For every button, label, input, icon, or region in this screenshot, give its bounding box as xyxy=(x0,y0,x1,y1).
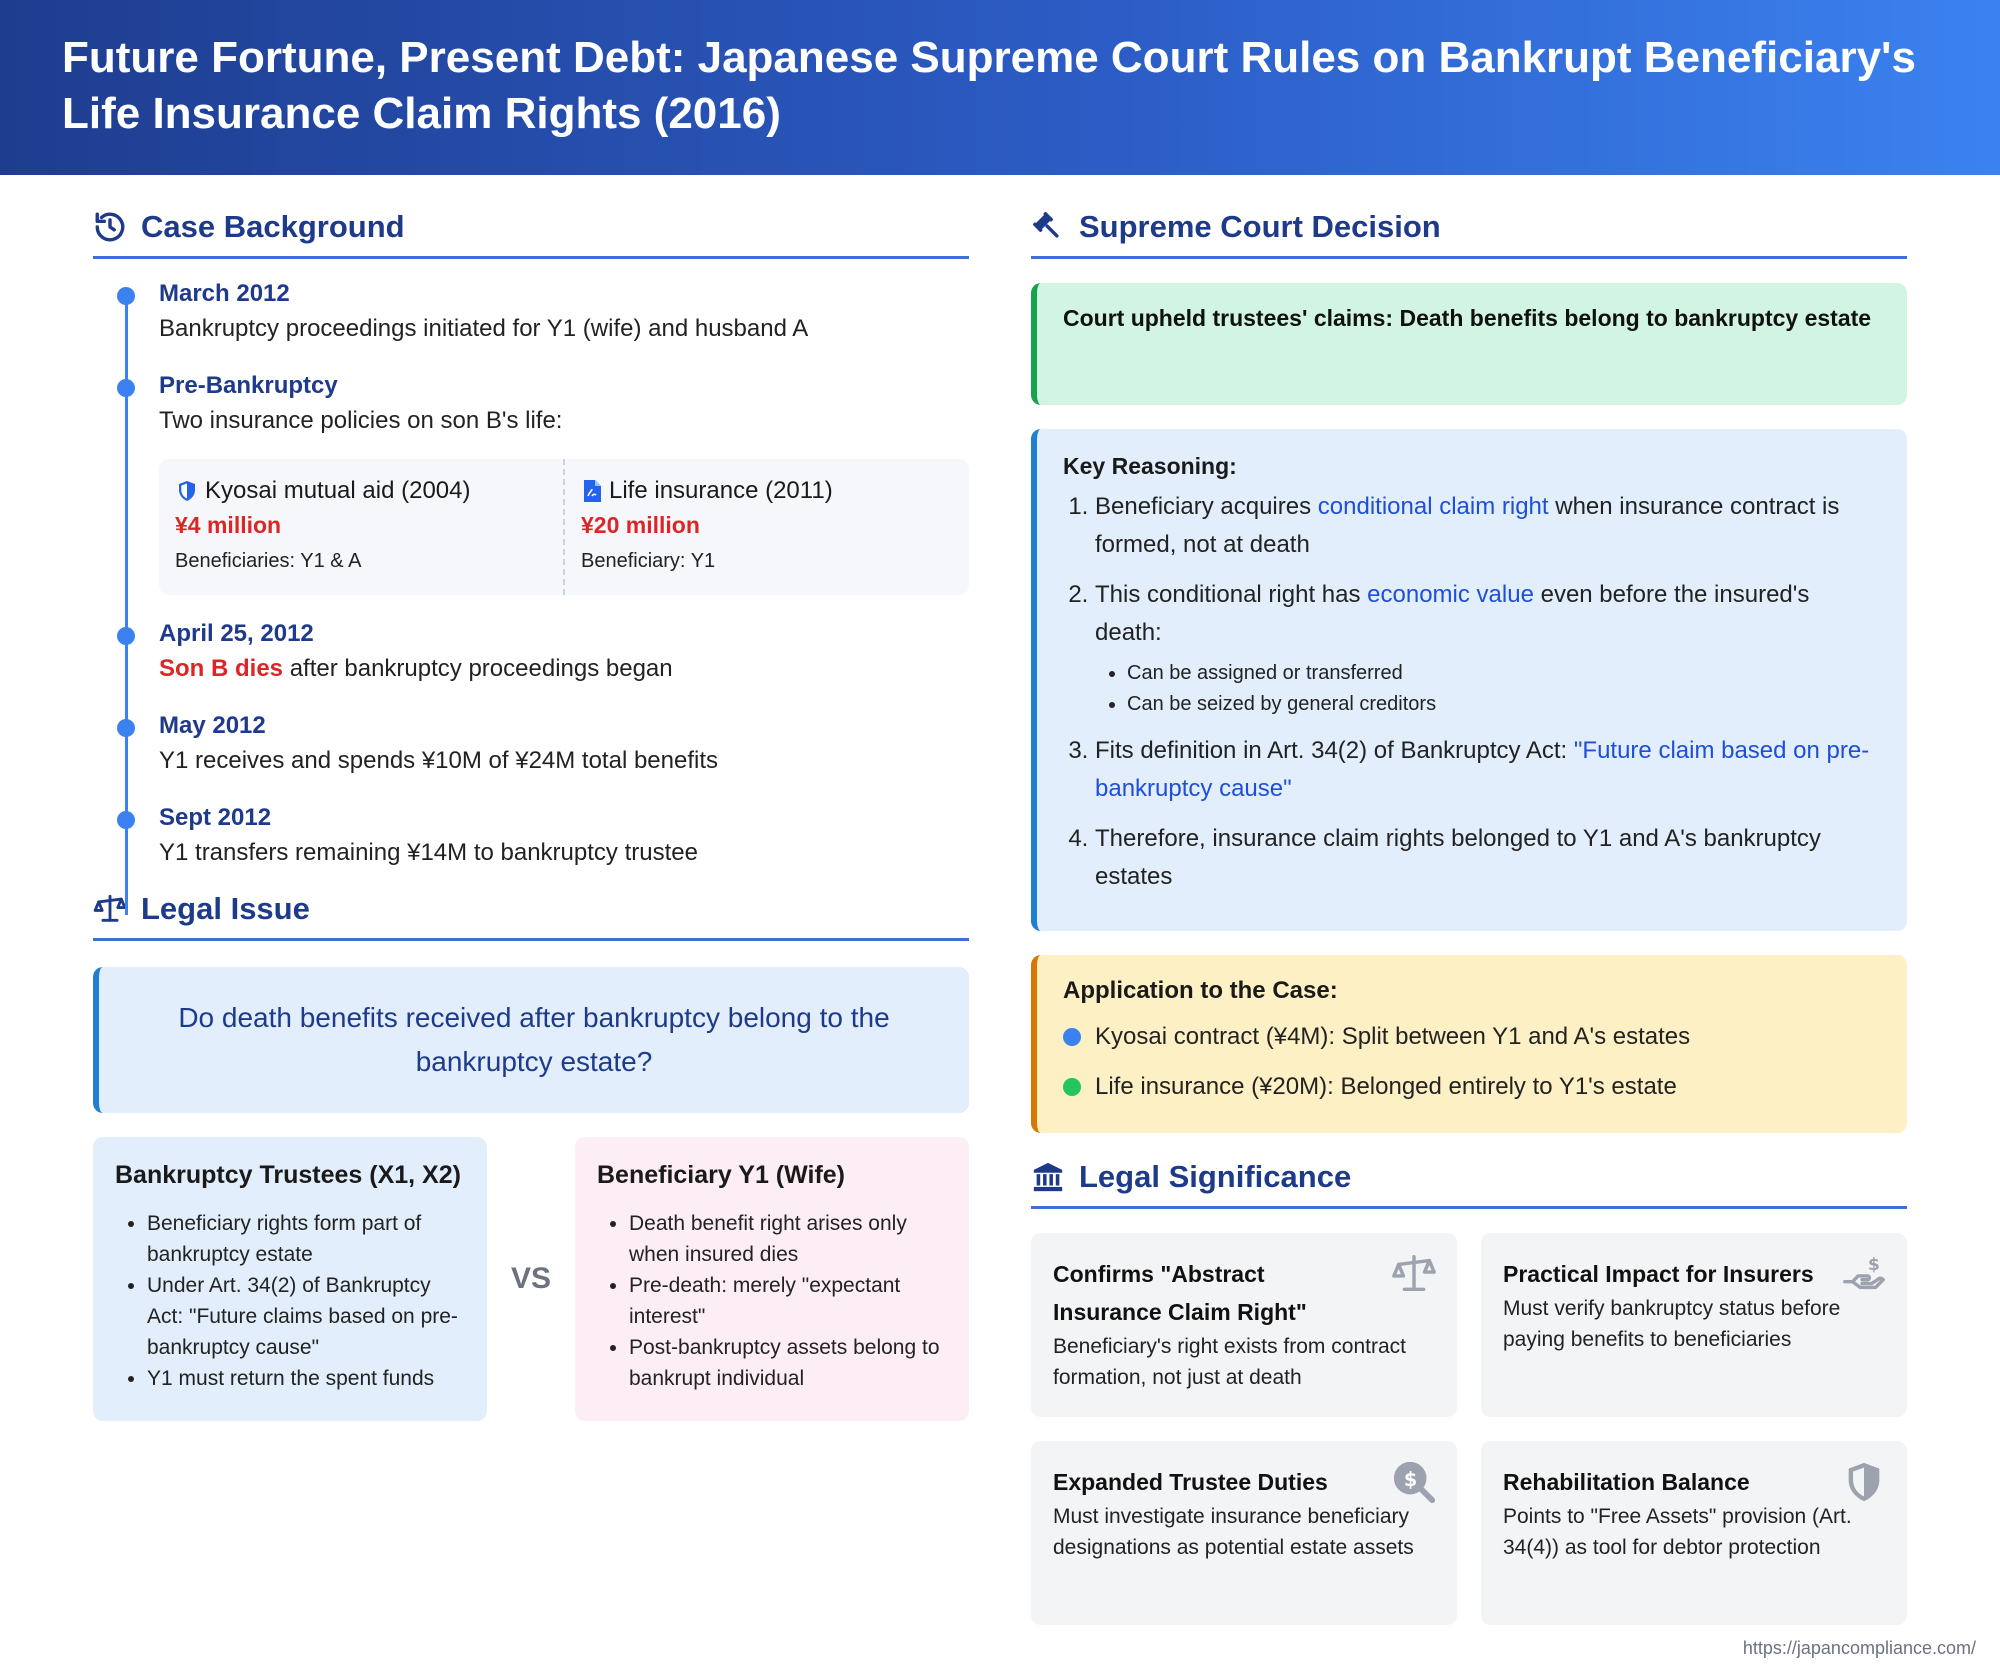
timeline-item xyxy=(159,369,969,595)
card-title: Rehabilitation Balance xyxy=(1503,1469,1750,1495)
blue-bullet xyxy=(1063,1028,1081,1046)
history-icon xyxy=(93,210,127,244)
legal-issue-heading xyxy=(93,879,969,941)
application-item: Life insurance (¥20M): Belonged entirely to Y1's estate xyxy=(1063,1069,1881,1105)
argument-list xyxy=(597,1208,947,1394)
application-title: Application to the Case: xyxy=(1063,977,1338,1004)
timeline-item xyxy=(159,801,969,871)
timeline-dot xyxy=(117,287,135,305)
application-item: Kyosai contract (¥4M): Split between Y1 and A's estates xyxy=(1063,1019,1881,1055)
timeline-text: Bankruptcy proceedings initiated for Y1 (wife) and husband A xyxy=(159,315,809,342)
timeline-item xyxy=(159,709,969,779)
list-item: • Pre-death: merely "expectant interest" xyxy=(629,1270,947,1332)
green-bullet xyxy=(1063,1078,1081,1096)
section-title: Legal Issue xyxy=(141,890,310,926)
card-title: Bankruptcy Trustees (X1, X2) xyxy=(115,1161,461,1189)
timeline-date: April 25, 2012 xyxy=(159,620,314,647)
scale-icon xyxy=(1391,1251,1437,1297)
list-item: • Post-bankruptcy assets belong to bankrupt individual xyxy=(629,1332,947,1394)
hand-dollar-icon xyxy=(1841,1251,1887,1297)
policy-amount: ¥20 million xyxy=(581,512,700,538)
timeline-text: Son B dies after bankruptcy proceedings began xyxy=(159,655,673,682)
timeline-item xyxy=(159,277,969,347)
timeline-highlight: Son B dies xyxy=(159,655,284,682)
timeline-text: Y1 transfers remaining ¥14M to bankruptcy trustee xyxy=(159,839,698,866)
significance-grid xyxy=(1031,1233,1907,1625)
timeline-date: May 2012 xyxy=(159,712,266,739)
trustees-argument-card xyxy=(93,1137,487,1421)
reasoning-title: Key Reasoning: xyxy=(1063,453,1237,479)
vs-label: VS xyxy=(510,1262,552,1295)
policy-amount: ¥4 million xyxy=(175,512,282,538)
scale-icon xyxy=(93,892,127,926)
card-title: Practical Impact for Insurers xyxy=(1503,1261,1814,1287)
significance-card xyxy=(1481,1441,1907,1625)
reasoning-item: 4. Therefore, insurance claim rights belonged to Y1 and A's bankruptcy estates xyxy=(1095,820,1881,896)
timeline-dot xyxy=(117,627,135,645)
list-item: • Can be seized by general creditors xyxy=(1127,689,1881,720)
search-dollar-icon xyxy=(1391,1459,1437,1505)
list-item: • Under Art. 34(2) of Bankruptcy Act: "Future claims based on pre-bankruptcy cause" xyxy=(147,1270,465,1363)
policy-beneficiaries: Beneficiary: Y1 xyxy=(581,550,716,572)
card-text: Must investigate insurance beneficiary designations as potential estate assets xyxy=(1053,1505,1414,1559)
case-timeline xyxy=(93,277,969,871)
reasoning-item: 1. Beneficiary acquires conditional claim right when insurance contract is formed, not at death xyxy=(1095,488,1881,564)
timeline-text: Two insurance policies on son B's life: xyxy=(159,407,563,434)
svg-text:$: $ xyxy=(1867,1255,1880,1276)
policies-box xyxy=(159,459,969,595)
timeline-dot xyxy=(117,719,135,737)
landmark-icon xyxy=(1031,1160,1065,1194)
reasoning-sublist xyxy=(1095,658,1881,720)
document-icon xyxy=(581,479,603,503)
application-box xyxy=(1031,955,1907,1133)
section-title: Case Background xyxy=(141,208,405,244)
policy-life-insurance xyxy=(563,459,969,595)
significance-card xyxy=(1031,1233,1457,1417)
beneficiary-argument-card xyxy=(575,1137,969,1421)
argument-list xyxy=(115,1208,465,1394)
timeline-date: Pre-Bankruptcy xyxy=(159,372,338,399)
timeline-dot xyxy=(117,379,135,397)
card-title: Beneficiary Y1 (Wife) xyxy=(597,1161,846,1189)
significance-card xyxy=(1031,1441,1457,1625)
shield-icon xyxy=(175,479,199,503)
card-title: Expanded Trustee Duties xyxy=(1053,1469,1328,1495)
timeline-date: Sept 2012 xyxy=(159,804,272,831)
shield-half-icon xyxy=(1841,1459,1887,1505)
card-text: Must verify bankruptcy status before paying benefits to beneficiaries xyxy=(1503,1297,1841,1351)
significance-heading xyxy=(1031,1147,1907,1209)
svg-text:$: $ xyxy=(1403,1467,1418,1491)
timeline-text: Y1 receives and spends ¥10M of ¥24M total benefits xyxy=(159,747,719,774)
section-title: Legal Significance xyxy=(1079,1158,1352,1194)
policy-kyosai xyxy=(159,459,563,595)
reasoning-item: 3. Fits definition in Art. 34(2) of Bankruptcy Act: "Future claim based on pre-bankruptcy cause" xyxy=(1095,732,1881,808)
list-item: • Can be assigned or transferred xyxy=(1127,658,1881,689)
card-text: Points to "Free Assets" provision (Art. 34(4)) as tool for debtor protection xyxy=(1503,1505,1852,1559)
policy-name: Life insurance (2011) xyxy=(581,475,953,507)
legal-question-box xyxy=(93,967,969,1113)
arguments-comparison xyxy=(93,1137,969,1421)
footer-url: https://japancompliance.com/ xyxy=(1742,1638,1976,1658)
card-text: Beneficiary's right exists from contract formation, not just at death xyxy=(1053,1335,1406,1389)
timeline-date: March 2012 xyxy=(159,280,290,307)
list-item: • Beneficiary rights form part of bankruptcy estate xyxy=(147,1208,465,1270)
left-column xyxy=(93,175,969,1421)
list-item: • Y1 must return the spent funds xyxy=(147,1363,465,1394)
key-reasoning-box xyxy=(1031,429,1907,931)
reasoning-item: 2. This conditional right has economic value even before the insured's death: • Can be assigned or transferred • Can be seized by general creditors xyxy=(1095,576,1881,720)
page-title: Future Fortune, Present Debt: Japanese Supreme Court Rules on Bankrupt Beneficiary's Life Insurance Claim Rights (2016) xyxy=(62,33,1916,138)
significance-card xyxy=(1481,1233,1907,1417)
case-background-heading xyxy=(93,197,969,259)
holding-box xyxy=(1031,283,1907,405)
section-title: Supreme Court Decision xyxy=(1079,208,1441,244)
gavel-icon xyxy=(1031,210,1065,244)
list-item: • Death benefit right arises only when insured dies xyxy=(629,1208,947,1270)
right-column xyxy=(1031,175,1907,1625)
reasoning-list xyxy=(1063,488,1881,896)
timeline-item xyxy=(159,617,969,687)
decision-heading xyxy=(1031,197,1907,259)
legal-question: Do death benefits received after bankruptcy belong to the bankruptcy estate? xyxy=(178,1002,890,1077)
timeline-dot xyxy=(117,811,135,829)
policy-name: Kyosai mutual aid (2004) xyxy=(175,475,547,507)
holding-text: Court upheld trustees' claims: Death benefits belong to bankruptcy estate xyxy=(1063,305,1872,331)
page-header xyxy=(0,0,2000,175)
policy-beneficiaries: Beneficiaries: Y1 & A xyxy=(175,550,362,572)
card-title: Confirms "Abstract Insurance Claim Right" xyxy=(1053,1261,1307,1325)
